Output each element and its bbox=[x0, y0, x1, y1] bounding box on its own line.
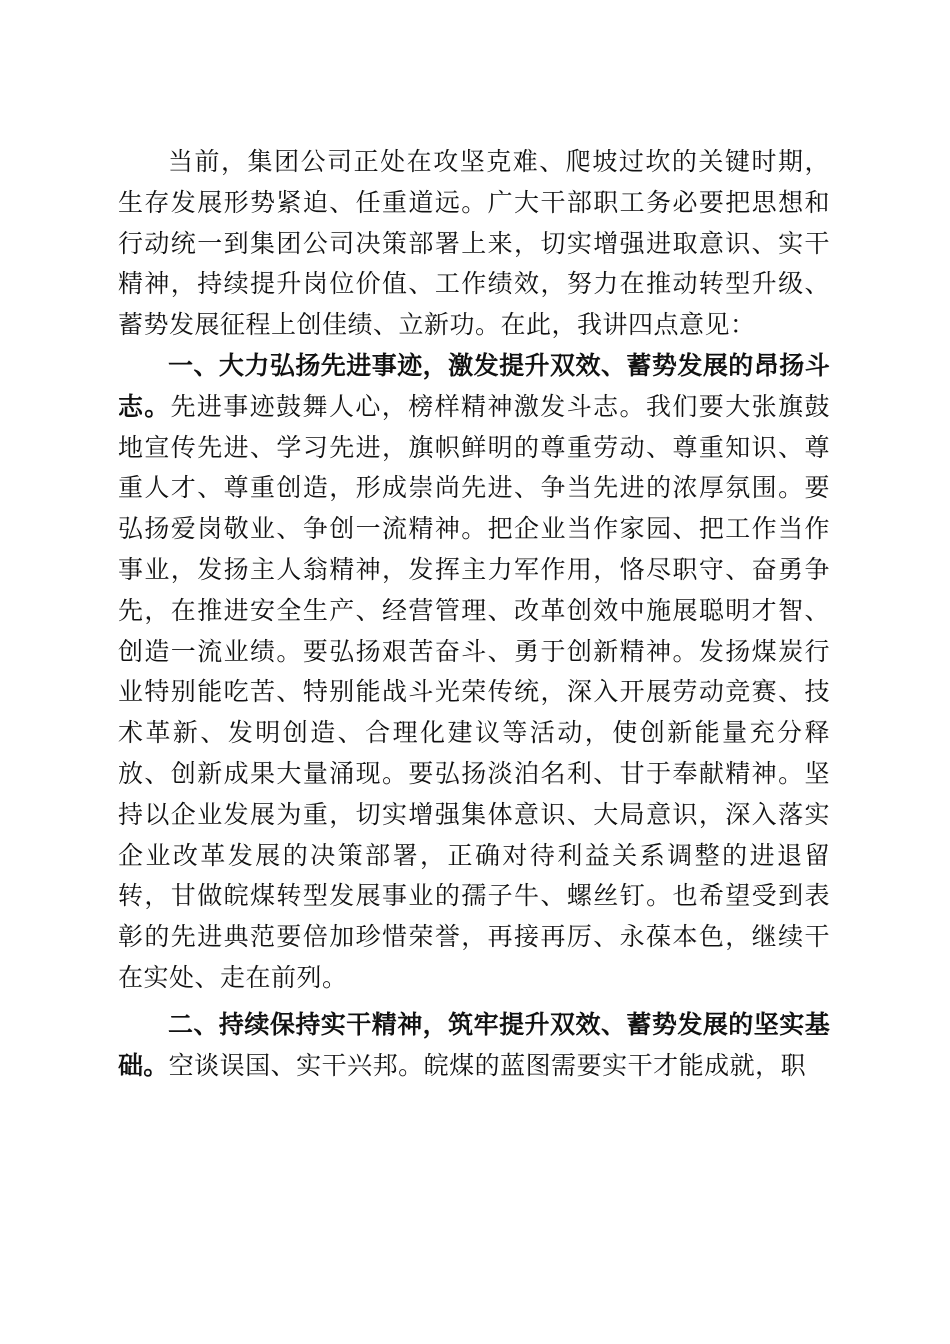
intro-text: 当前，集团公司正处在攻坚克难、爬坡过坎的关键时期，生存发展形势紧迫、任重道远。广大干部职工务必要把思想和行动统一到集团公司决策部署上来，切实增强进取意识、实干精神，持续提升岗位价值、工作绩效，努力在推动转型升级、蓄势发展征程上创佳绩、立新功。在此，我讲四点意见： bbox=[118, 147, 830, 340]
section-2-paragraph bbox=[118, 1005, 830, 1087]
section-2-heading: 二、持续保持实干精神，筑牢提升双效、蓄势发展的坚实基础。 bbox=[118, 1009, 830, 1080]
section-1-body: 先进事迹鼓舞人心，榜样精神激发斗志。我们要大张旗鼓地宣传先进、学习先进，旗帜鲜明的尊重劳动、尊重知识、尊重人才、尊重创造，形成崇尚先进、争当先进的浓厚氛围。要弘扬爱岗敬业、争创一流精神。把企业当作家园、把工作当作事业，发扬主人翁精神，发挥主力军作用，恪尽职守、奋勇争先，在推进安全生产、经营管理、改革创效中施展聪明才智、创造一流业绩。要弘扬艰苦奋斗、勇于创新精神。发扬煤炭行业特别能吃苦、特别能战斗光荣传统，深入开展劳动竞赛、技术革新、发明创造、合理化建议等活动，使创新能量充分释放、创新成果大量涌现。要弘扬淡泊名利、甘于奉献精神。坚持以企业发展为重，切实增强集体意识、大局意识，深入落实企业改革发展的决策部署，正确对待利益关系调整的进退留转，甘做皖煤转型发展事业的孺子牛、螺丝钉。也希望受到表彰的先进典范要倍加珍惜荣誉，再接再厉、永葆本色，继续干在实处、走在前列。 bbox=[118, 391, 830, 992]
section-1-heading: 一、大力弘扬先进事迹，激发提升双效、蓄势发展的昂扬斗志。 bbox=[118, 350, 830, 421]
intro-paragraph bbox=[118, 142, 830, 346]
section-1-paragraph bbox=[118, 346, 830, 999]
document-body bbox=[118, 142, 830, 1086]
section-2-body: 空谈误国、实干兴邦。皖煤的蓝图需要实干才能成就，职 bbox=[168, 1050, 807, 1080]
